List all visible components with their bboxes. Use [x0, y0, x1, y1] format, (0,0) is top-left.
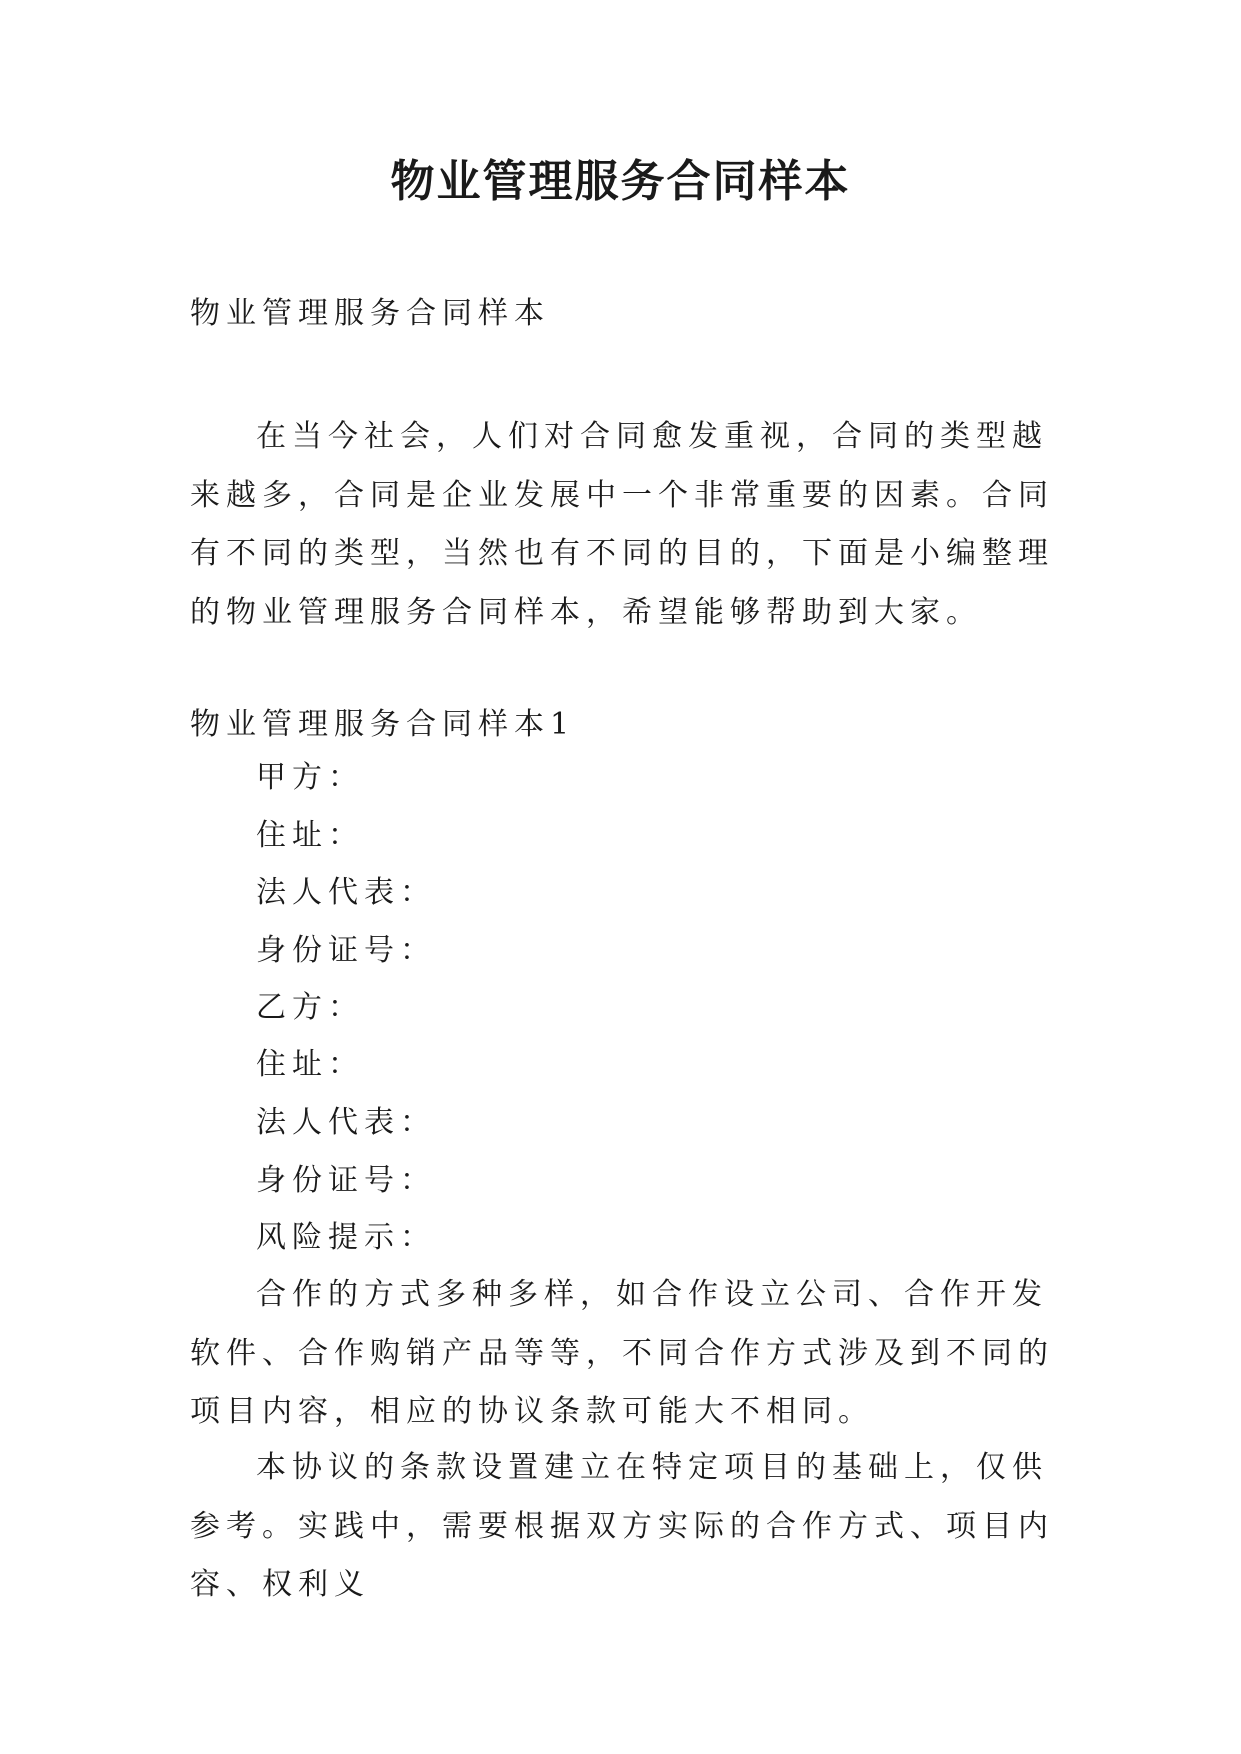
document-title: 物业管理服务合同样本	[390, 156, 851, 207]
section-heading: 物业管理服务合同样本1	[190, 707, 576, 742]
field-id-number-a: 身份证号：	[256, 933, 436, 968]
field-legal-rep-b: 法人代表：	[256, 1105, 436, 1140]
field-id-number-b: 身份证号：	[256, 1163, 436, 1198]
field-party-b: 乙方：	[256, 990, 364, 1025]
body-paragraph-2: 本协议的条款设置建立在特定项目的基础上，仅供参考。实践中，需要根据双方实际的合作方式、项目内容、权利义	[190, 1450, 1054, 1602]
field-risk-notice: 风险提示：	[256, 1220, 436, 1255]
field-party-a: 甲方：	[256, 760, 364, 795]
field-legal-rep-a: 法人代表：	[256, 875, 436, 910]
field-address-b: 住址：	[256, 1047, 364, 1082]
document-subtitle: 物业管理服务合同样本	[190, 296, 550, 331]
intro-paragraph: 在当今社会，人们对合同愈发重视，合同的类型越来越多，合同是企业发展中一个非常重要的因素。合同有不同的类型，当然也有不同的目的，下面是小编整理的物业管理服务合同样本，希望能够帮助到大家。	[190, 419, 1054, 630]
field-address-a: 住址：	[256, 818, 364, 853]
body-paragraph-1: 合作的方式多种多样，如合作设立公司、合作开发软件、合作购销产品等等，不同合作方式涉及到不同的项目内容，相应的协议条款可能大不相同。	[190, 1277, 1054, 1429]
